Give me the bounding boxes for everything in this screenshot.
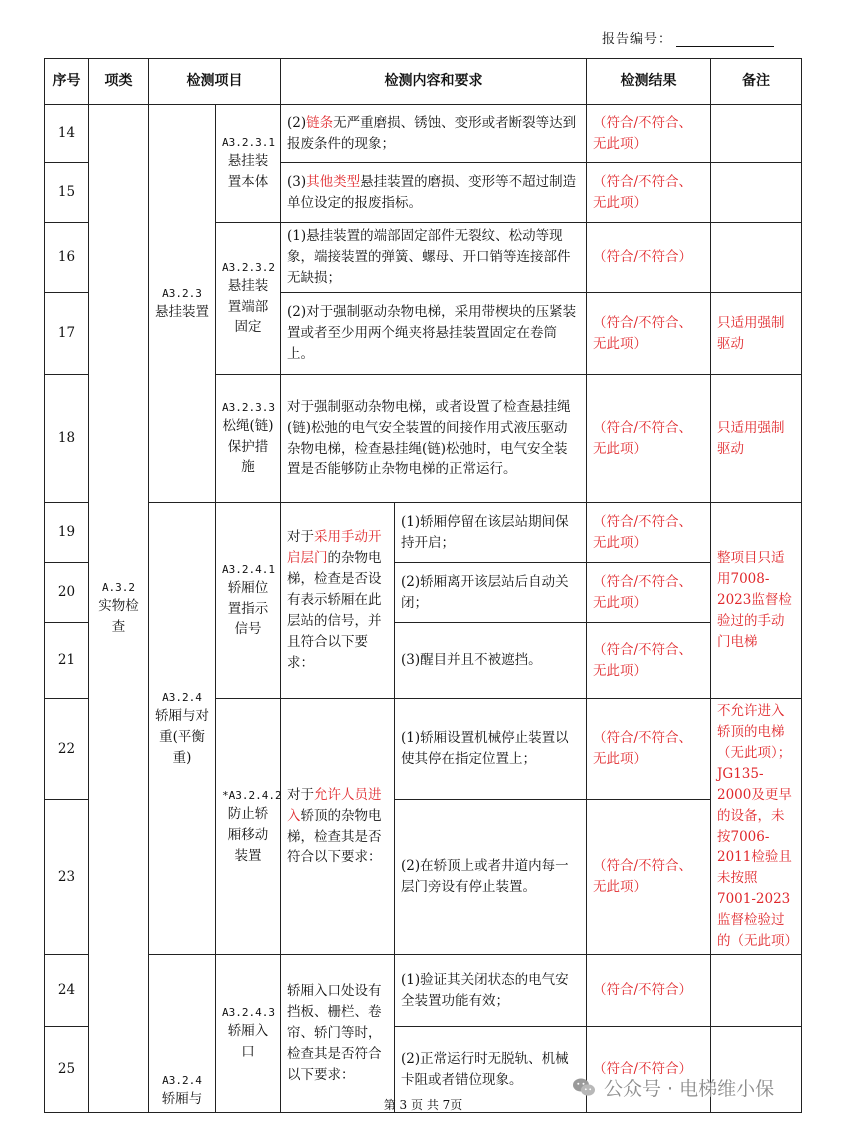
item-code: A3.2.4.3 <box>222 1006 275 1020</box>
result-cell[interactable]: （符合/不符合、无此项） <box>587 623 711 699</box>
result-cell[interactable]: （符合/不符合、无此项） <box>587 105 711 163</box>
col-header-seq: 序号 <box>45 59 89 105</box>
seq-cell: 18 <box>45 375 89 503</box>
seq-cell: 24 <box>45 955 89 1027</box>
inspection-table <box>44 58 802 1113</box>
item-cell <box>216 223 281 375</box>
item-name: 悬挂装置端部固定 <box>227 277 269 336</box>
col-header-result: 检测结果 <box>587 59 711 105</box>
remark-cell: 只适用强制驱动 <box>711 293 802 375</box>
lead-cell <box>281 699 395 955</box>
content-prefix: (3) <box>287 173 307 190</box>
content-text: 无严重磨损、锈蚀、变形或者断裂等达到报废条件的现象； <box>287 114 577 152</box>
table-row <box>45 955 802 1027</box>
group-name: 轿厢与 <box>161 1091 203 1108</box>
sub-content-cell: (2)在轿顶上或者井道内每一层门旁设有停止装置。 <box>395 799 587 954</box>
item-cell <box>216 955 281 1113</box>
col-header-category: 项类 <box>89 59 149 105</box>
group-name: 轿厢与对重(平衡重) <box>155 707 209 766</box>
content-text: 悬挂装置的磨损、变形等不超过制造单位设定的报废指标。 <box>287 173 577 211</box>
remark-cell: 不允许进入轿顶的电梯（无此项）；JG135-2000及更早的设备，未按7006-2011检验且未按照7001-2023监督检验过的（无此项） <box>711 699 802 955</box>
category-name: 实物检查 <box>98 598 139 636</box>
lead-prefix: 对于 <box>287 786 314 803</box>
report-number-blank <box>676 32 774 47</box>
result-cell[interactable]: （符合/不符合、无此项） <box>587 293 711 375</box>
item-code: A3.2.4.1 <box>222 562 275 576</box>
sub-content-cell: (2)正常运行时无脱轨、机械卡阻或者错位现象。 <box>395 1027 587 1113</box>
group-code: A3.2.4 <box>162 1074 202 1088</box>
content-highlight: 链条 <box>306 114 334 131</box>
group-name: 悬挂装置 <box>155 303 209 320</box>
item-name: 松绳(链)保护措施 <box>222 417 274 476</box>
content-cell <box>281 105 587 163</box>
remark-cell <box>711 223 802 293</box>
result-cell[interactable]: （符合/不符合） <box>587 223 711 293</box>
col-header-item: 检测项目 <box>149 59 281 105</box>
item-code: A3.2.3.1 <box>222 136 275 150</box>
result-cell[interactable]: （符合/不符合、无此项） <box>587 563 711 623</box>
result-cell[interactable]: （符合/不符合） <box>587 1027 711 1113</box>
result-cell[interactable]: （符合/不符合、无此项） <box>587 375 711 503</box>
item-cell <box>216 503 281 699</box>
category-code: A.3.2 <box>101 581 136 595</box>
item-cell <box>216 105 281 223</box>
group-code: A3.2.3 <box>162 286 202 300</box>
sub-content-cell: (3)醒目并且不被遮挡。 <box>395 623 587 699</box>
group-cell <box>149 503 216 955</box>
seq-cell: 21 <box>45 623 89 699</box>
col-header-content: 检测内容和要求 <box>281 59 587 105</box>
lead-text: 轿顶的杂物电梯，检查其是否符合以下要求： <box>287 807 382 866</box>
sub-content-cell: (2)轿厢离开该层站后自动关闭； <box>395 563 587 623</box>
lead-cell <box>281 503 395 699</box>
remark-cell <box>711 105 802 163</box>
page-number: 第 3 页 共 7页 <box>383 1098 463 1112</box>
result-cell[interactable]: （符合/不符合、无此项） <box>587 163 711 223</box>
item-code: A3.2.3.3 <box>222 400 275 414</box>
report-number <box>602 28 774 47</box>
seq-cell: 15 <box>45 163 89 223</box>
remark-cell: 只适用强制驱动 <box>711 375 802 503</box>
item-name: 防止轿厢移动装置 <box>227 805 269 864</box>
sub-content-cell: (1)轿厢设置机械停止装置以使其停在指定位置上； <box>395 699 587 800</box>
seq-cell: 20 <box>45 563 89 623</box>
watermark-text: 公众号 · 电梯维小保 <box>604 1078 775 1100</box>
seq-cell: 22 <box>45 699 89 800</box>
result-cell[interactable]: （符合/不符合） <box>587 955 711 1027</box>
lead-highlight: 采用手动开启层门 <box>287 529 382 567</box>
item-cell <box>216 699 281 955</box>
seq-cell: 17 <box>45 293 89 375</box>
sub-content-cell: (1)验证其关闭状态的电气安全装置功能有效； <box>395 955 587 1027</box>
seq-cell: 16 <box>45 223 89 293</box>
item-name: 悬挂装置本体 <box>227 153 269 191</box>
group-code: A3.2.4 <box>162 690 202 704</box>
item-name: 轿厢入口 <box>227 1023 269 1061</box>
lead-cell: 轿厢入口处设有挡板、栅栏、卷帘、轿门等时，检查其是否符合以下要求： <box>281 955 395 1113</box>
table-row <box>45 503 802 563</box>
group-cell <box>149 105 216 503</box>
content-cell: 对于强制驱动杂物电梯，或者设置了检查悬挂绳(链)松弛的电气安全装置的间接作用式液压驱动杂物电梯，检查悬挂绳(链)松弛时，电气安全装置是否能够防止杂物电梯的正常运行。 <box>281 375 587 503</box>
remark-cell: 整项目只适用7008-2023监督检验过的手动门电梯 <box>711 503 802 699</box>
sub-content-cell: (1)轿厢停留在该层站期间保持开启； <box>395 503 587 563</box>
content-cell <box>281 163 587 223</box>
seq-cell: 14 <box>45 105 89 163</box>
item-code: *A3.2.4.2 <box>222 788 282 802</box>
category-cell <box>89 105 149 1113</box>
seq-cell: 23 <box>45 799 89 954</box>
seq-cell: 25 <box>45 1027 89 1113</box>
remark-cell <box>711 955 802 1027</box>
result-cell[interactable]: （符合/不符合、无此项） <box>587 503 711 563</box>
lead-highlight: 允许人员进入 <box>287 786 382 824</box>
content-prefix: (2) <box>287 114 307 131</box>
content-cell: (2)对于强制驱动杂物电梯，采用带楔块的压紧装置或者至少用两个绳夹将悬挂装置固定在卷筒上。 <box>281 293 587 375</box>
item-name: 轿厢位置指示信号 <box>227 579 269 638</box>
col-header-remark: 备注 <box>711 59 802 105</box>
report-number-label: 报告编号： <box>602 32 673 47</box>
table-row <box>45 105 802 163</box>
seq-cell: 19 <box>45 503 89 563</box>
group-cell <box>149 955 216 1113</box>
content-cell: (1)悬挂装置的端部固定部件无裂纹、松动等现象，端接装置的弹簧、螺母、开口销等连接部件无缺损； <box>281 223 587 293</box>
lead-text: 的杂物电梯，检查是否设有表示轿厢在此层站的信号，并且符合以下要求： <box>287 550 382 671</box>
content-highlight: 其他类型 <box>306 173 361 190</box>
result-cell[interactable]: （符合/不符合、无此项） <box>587 699 711 800</box>
header-row <box>45 59 802 105</box>
remark-cell <box>711 163 802 223</box>
result-cell[interactable]: （符合/不符合、无此项） <box>587 799 711 954</box>
lead-prefix: 对于 <box>287 529 314 546</box>
item-code: A3.2.3.2 <box>222 260 275 274</box>
item-cell <box>216 375 281 503</box>
